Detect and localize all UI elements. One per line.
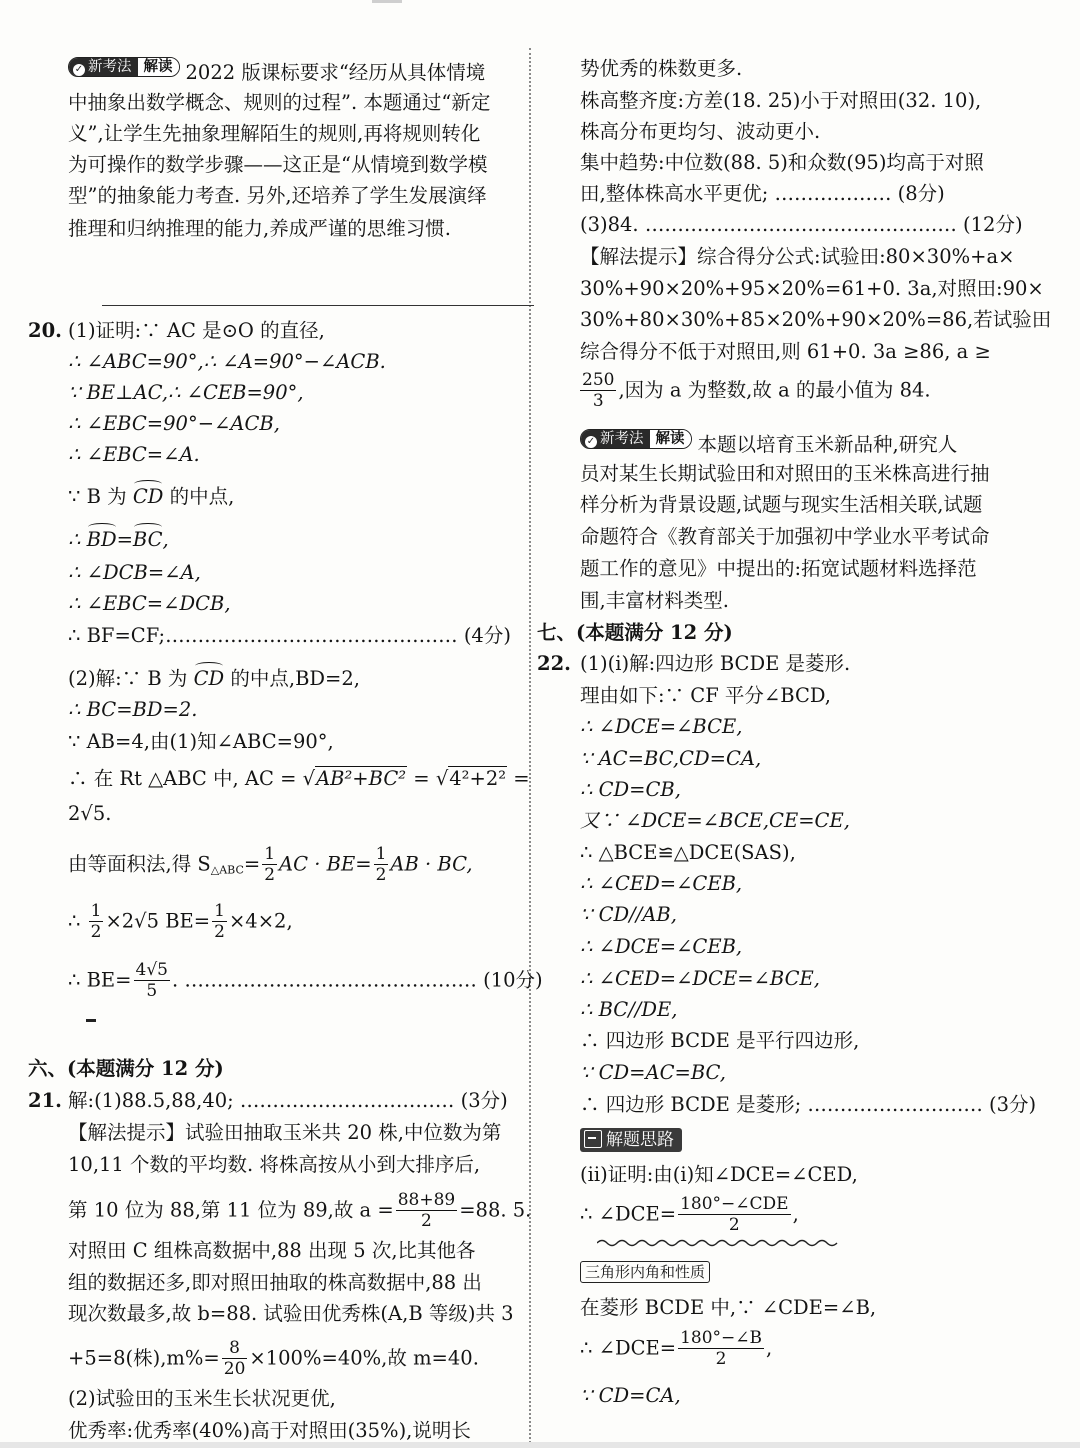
wavy-underline <box>597 1238 843 1248</box>
right-line: 命题符合《教育部关于加强初中学业水平考试命 <box>580 525 990 548</box>
hint-header: 解题思路 <box>580 1126 682 1154</box>
q20-line: 2√5. <box>68 802 112 825</box>
q20-line: (1)证明:∵ AC 是⊙O 的直径, <box>68 319 325 342</box>
q22-line: ∴ ∠DCE=∠CEB, <box>580 935 743 958</box>
sqrt-radicand: 4²+2² <box>449 767 507 790</box>
q20-line: ∴ ∠EBC=90°−∠ACB, <box>68 412 280 435</box>
right-line: 样分析为背景设题,试题与现实生活相关联,试题 <box>580 493 983 516</box>
q21-line: 组的数据还多,即对照田抽取的株高数据中,88 出 <box>68 1271 482 1294</box>
lightbulb-icon: ✓ <box>586 436 596 447</box>
right-line: 【解法提示】综合得分公式:试验田:80×30%+a× <box>580 245 1015 268</box>
arc-cd: CD <box>132 485 164 508</box>
q20-line: ∴ BE= $\frac{4√5}{5}$ . ……………………………………… (10分) <box>68 960 543 1001</box>
fraction-angle: $\frac{\text{180°−∠CDE}}{2}$ <box>680 1194 789 1235</box>
q22-line: ∴ ∠CED=∠CEB, <box>580 872 743 895</box>
intro-line-1: ✓ 新考法 解读 2022 版课标要求“经历从具体情境 <box>68 57 485 83</box>
q20-line: ∴ ∠ABC=90°,∴ ∠A=90°−∠ACB. <box>68 350 386 373</box>
q21-line: 【解法提示】试验田抽取玉米共 20 株,中位数为第 <box>68 1121 502 1144</box>
q22-line: ∴ ∠DCE= $\frac{180^\circ-\angle B}{2}$ , <box>580 1328 773 1369</box>
fraction-250-over-3: $\frac{250}{3}$ <box>582 370 615 411</box>
q22-line: 理由如下:∵ CF 平分∠BCD, <box>580 684 832 707</box>
intro-line-5: 型”的抽象能力考查. 另外,还培养了学生发展演绎 <box>68 184 487 207</box>
q20-number: 20. <box>28 319 62 342</box>
sqrt-radicand: AB²+BC² <box>316 767 407 790</box>
q22-line: ∵ CD=CA, <box>580 1384 681 1407</box>
intro-line-3: 义”,让学生先抽象理解陌生的规则,再将规则转化 <box>68 122 481 145</box>
right-line: 题工作的意见》中提出的:拓宽试题材料选择范 <box>580 557 977 580</box>
q20-line: ∴ $\frac{1}{2}$ ×2√5 BE= $\frac{1}{2}$ ×4×2, <box>68 901 293 942</box>
stray-mark <box>86 1019 96 1022</box>
q22-line: ∴ BC//DE, <box>580 998 678 1021</box>
right-line: 30%+80×30%+85×20%+90×20%=86,若试验田 <box>580 308 1052 331</box>
tag-line <box>580 1258 710 1286</box>
q20-line: ∵ AB=4,由(1)知∠ABC=90°, <box>68 730 334 753</box>
right-line: $\frac{250}{3}$ ,因为 a 为整数,故 a 的最小值为 84. <box>582 370 931 411</box>
q20-line: ∴ BD=BC, <box>68 528 169 551</box>
q22-line: ∵ CD//AB, <box>580 903 677 926</box>
q21-line: +5=8(株),m%= $\frac{8}{20}$ ×100%=40%,故 m=40. <box>68 1338 479 1379</box>
q20-line: ∴ ∠EBC=∠DCB, <box>68 592 231 615</box>
right-line: 员对某生长期试验田和对照田的玉米株高进行抽 <box>580 462 990 485</box>
arc-bc: BC <box>132 528 163 551</box>
q22-line: ∵ CD=AC=BC, <box>580 1061 726 1084</box>
right-line: 集中趋势:中位数(88. 5)和众数(95)均高于对照 <box>580 151 984 174</box>
arc-cd: CD <box>193 667 225 690</box>
right-line: 势优秀的株数更多. <box>580 57 743 80</box>
fraction-half: $\frac{1}{2}$ <box>264 844 276 885</box>
right-line: 株高整齐度:方差(18. 25)小于对照田(32. 10), <box>580 89 982 112</box>
q22-line: ∴ 四边形 BCDE 是菱形; ……………………… (3分) <box>580 1093 1037 1116</box>
fraction-median: $\frac{88+89}{2}$ <box>397 1190 456 1231</box>
q21-line: 现次数最多,故 b=88. 试验田优秀株(A,B 等级)共 3 <box>68 1302 514 1325</box>
lightbulb-icon: ✓ <box>74 64 84 75</box>
q22-line: ∴ CD=CB, <box>580 778 681 801</box>
section-7-heading: 七、(本题满分 12 分) <box>537 621 733 644</box>
right-line: 30%+90×20%+95×20%=61+0. 3a,对照田:90× <box>580 277 1044 300</box>
q22-line: ∴ ∠DCE= $\frac{\text{180°−∠CDE}}{2}$ , <box>580 1194 799 1235</box>
q22-number: 22. <box>537 652 571 675</box>
q21-line: 10,11 个数的平均数. 将株高按从小到大排序后, <box>68 1153 481 1176</box>
new-exam-badge: ✓ 新考法 解读 <box>580 429 692 449</box>
q20-line: ∴ BC=BD=2. <box>68 698 198 721</box>
q22-line: ∵ AC=BC,CD=CA, <box>580 747 762 770</box>
right-line: (3)84. ………………………………………… (12分) <box>580 213 1023 236</box>
intro-line-4: 为可操作的数学步骤——这正是“从情境到数学模 <box>68 153 488 176</box>
q20-line: ∵ B 为 CD 的中点, <box>68 485 235 508</box>
right-line: 田,整体株高水平更优; ……………… (8分) <box>580 182 945 205</box>
q22-line: 在菱形 BCDE 中,∵ ∠CDE=∠B, <box>580 1296 877 1319</box>
fraction-half: $\frac{1}{2}$ <box>214 901 225 942</box>
q22-line: ∴ 四边形 BCDE 是平行四边形, <box>580 1029 860 1052</box>
q21-line: 优秀率:优秀率(40%)高于对照田(35%),说明长 <box>68 1419 471 1442</box>
separator-rule <box>102 305 534 306</box>
q21-line: 对照田 C 组株高数据中,88 出现 5 次,比其他各 <box>68 1239 476 1262</box>
fraction-half: $\frac{1}{2}$ <box>375 844 387 885</box>
q21-line: 解:(1)88.5,88,40; …………………………… (3分) <box>68 1089 508 1112</box>
section-6-heading: 六、(本题满分 12 分) <box>28 1057 224 1080</box>
q20-line: ∴ ∠DCB=∠A, <box>68 561 201 584</box>
arc-bd: BD <box>86 528 117 551</box>
q20-line: (2)解:∵ B 为 CD 的中点,BD=2, <box>68 667 360 690</box>
q22-line: ∴ ∠CED=∠DCE=∠BCE, <box>580 967 820 990</box>
triangle-angle-sum-tag: 三角形内角和性质 <box>580 1261 710 1283</box>
page-top-mark <box>372 0 402 3</box>
right-line: 株高分布更均匀、波动更小. <box>580 120 821 143</box>
intro-line-2: 中抽象出数学概念、规则的过程”. 本题通过“新定 <box>68 91 491 114</box>
q20-line: ∴ BF=CF;……………………………………… (4分) <box>68 624 511 647</box>
q22-line: ∴ △BCE≌△DCE(SAS), <box>580 841 796 864</box>
q20-line: 由等面积法,得 $S_{\triangle ABC}=$ $\frac{1}{2}$ AC · BE= $\frac{1}{2}$ AB · BC, <box>68 844 473 885</box>
q22-line: (ii)证明:由(i)知∠DCE=∠CED, <box>580 1163 858 1186</box>
fraction-8-over-20: $\frac{8}{20}$ <box>223 1338 246 1379</box>
intro-line-6: 推理和归纳推理的能力,养成严谨的思维习惯. <box>68 217 451 240</box>
fraction-angle: $\frac{180^\circ-\angle B}{2}$ <box>680 1328 763 1369</box>
q21-number: 21. <box>28 1089 62 1112</box>
right-line: 综合得分不低于对照田,则 61+0. 3a ≥86, a ≥ <box>580 340 991 363</box>
edit-note-icon <box>584 1130 602 1148</box>
right-line: 围,丰富材料类型. <box>580 589 729 612</box>
q20-line: ∴ ∠EBC=∠A. <box>68 443 200 466</box>
q21-line: (2)试验田的玉米生长状况更优, <box>68 1387 336 1410</box>
q20-line: ∴ 在 Rt △ABC 中, AC = √AB²+BC² = √4²+2² = <box>68 767 530 790</box>
q20-line: ∵ BE⊥AC,∴ ∠CEB=90°, <box>68 381 304 404</box>
q22-line: 又∵ ∠DCE=∠BCE,CE=CE, <box>580 809 850 832</box>
column-divider <box>529 48 531 1443</box>
q22-line: (1)(i)解:四边形 BCDE 是菱形. <box>580 652 851 675</box>
q21-line: 第 10 位为 88,第 11 位为 89,故 a = $\frac{88+89}{2}$ =88. 5. <box>68 1190 532 1231</box>
new-exam-badge: ✓ 新考法 解读 <box>68 57 180 77</box>
right-badge-line: ✓ 新考法 解读 本题以培育玉米新品种,研究人 <box>580 429 957 455</box>
fraction-half: $\frac{1}{2}$ <box>90 901 102 942</box>
fraction-4root5-over-5: $\frac{4√5}{5}$ <box>135 960 168 1001</box>
q22-line: ∴ ∠DCE=∠BCE, <box>580 715 743 738</box>
